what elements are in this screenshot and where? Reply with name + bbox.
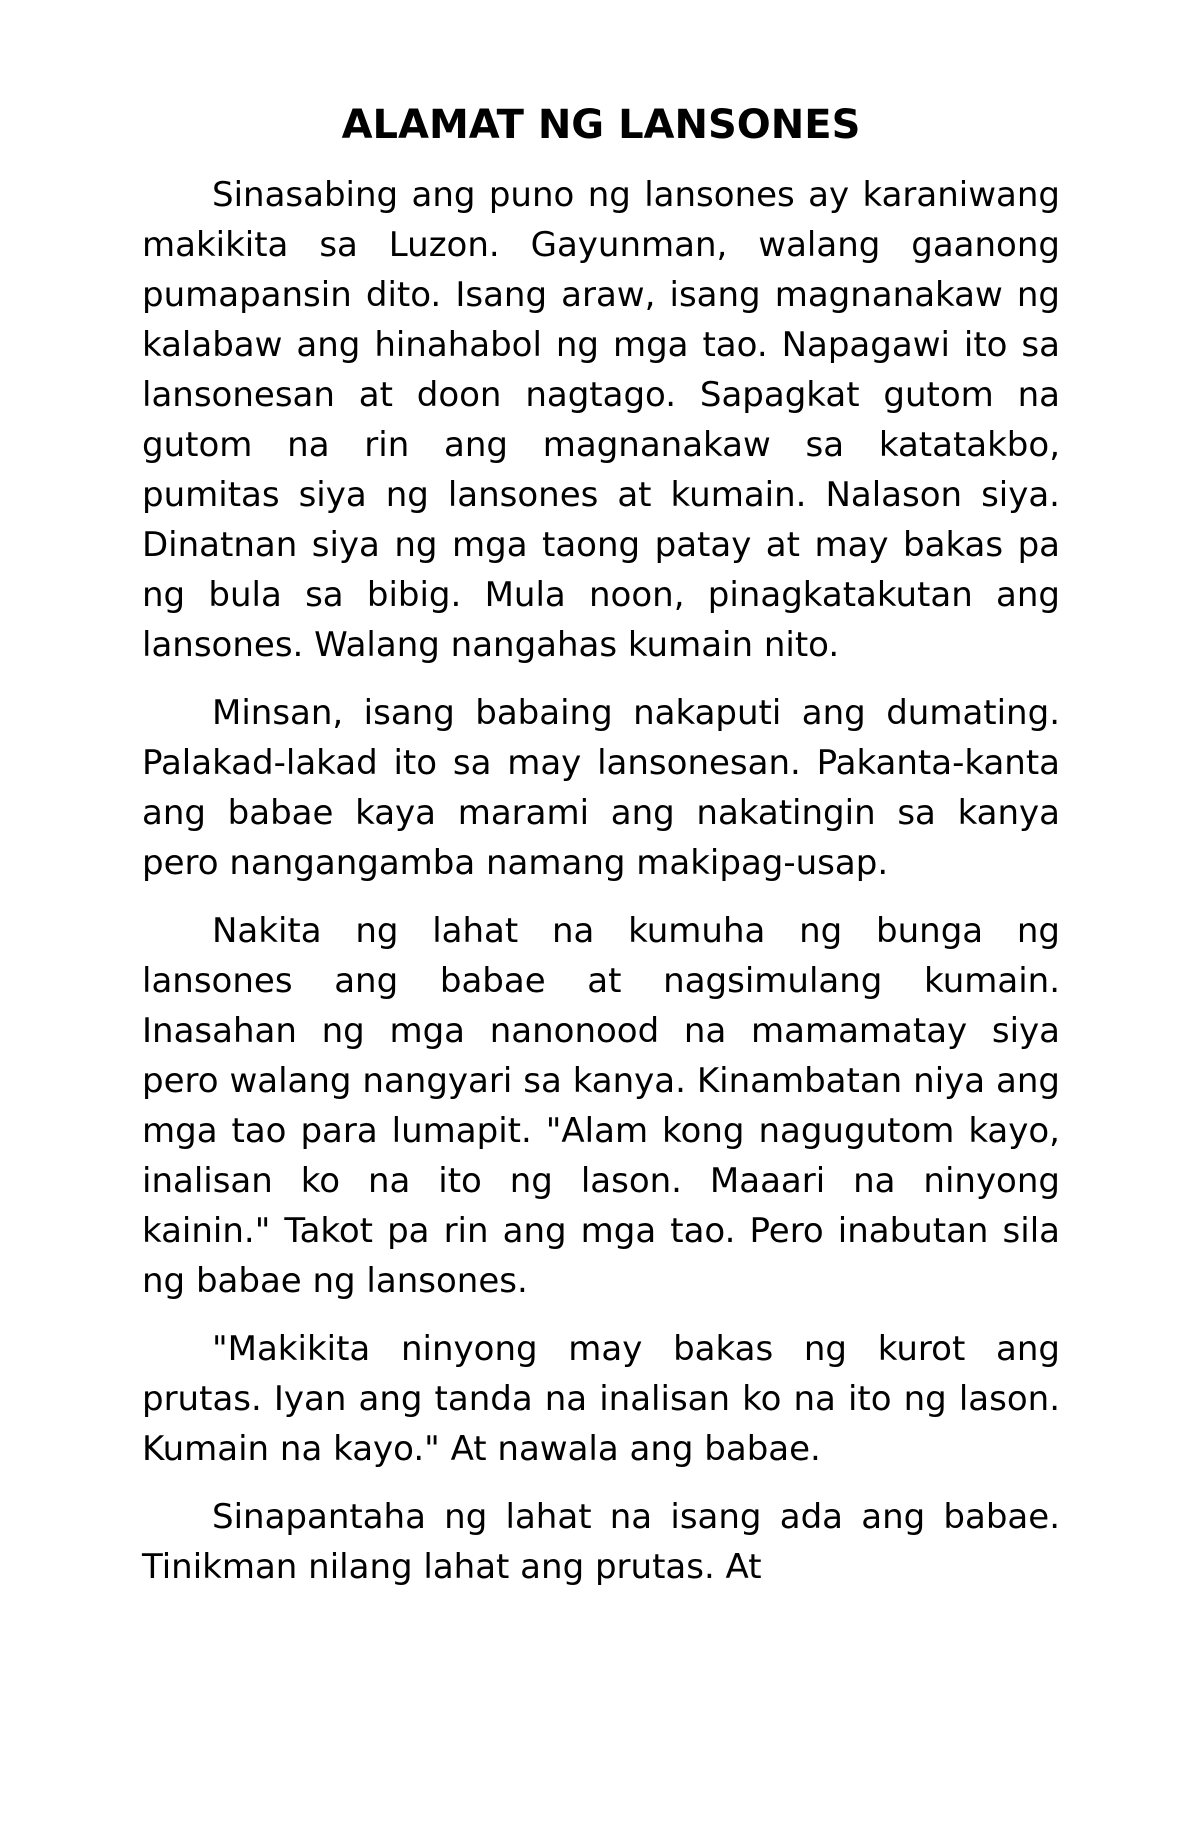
paragraph-1: Sinasabing ang puno ng lansones ay karaniwang makikita sa Luzon. Gayunman, walang gaanong pumapansin dito. Isang araw, isang magnanakaw ng kalabaw ang hinahabol ng mga tao. Napagawi ito sa lansonesan at doon nagtago. Sapagkat gutom na gutom na rin ang magnanakaw sa katatakbo, pumitas siya ng lansones at kumain. Nalason siya. Dinatnan siya ng mga taong patay at may bakas pa ng bula sa bibig. Mula noon, pinagkatakutan ang lansones. Walang nangahas kumain nito. (142, 175, 1060, 665)
document-page (142, 100, 1060, 1610)
paragraph-3: Nakita ng lahat na kumuha ng bunga ng lansones ang babae at nagsimulang kumain. Inasahan ng mga nanonood na mamamatay siya pero walang nangyari sa kanya. Kinambatan niya ang mga tao para lumapit. "Alam kong nagugutom kayo, inalisan ko na ito ng lason. Maaari na ninyong kainin." Takot pa rin ang mga tao. Pero inabutan sila ng babae ng lansones. (142, 911, 1060, 1301)
paragraph-2: Minsan, isang babaing nakaputi ang dumating. Palakad-lakad ito sa may lansonesan. Pakanta-kanta ang babae kaya marami ang nakatingin sa kanya pero nangangamba namang makipag-usap. (142, 693, 1060, 883)
paragraph-5: Sinapantaha ng lahat na isang ada ang babae. Tinikman nilang lahat ang prutas. At (142, 1497, 1060, 1587)
paragraph-4: "Makikita ninyong may bakas ng kurot ang prutas. Iyan ang tanda na inalisan ko na ito ng lason. Kumain na kayo." At nawala ang babae. (142, 1329, 1060, 1469)
document-title: ALAMAT NG LANSONES (341, 102, 861, 148)
